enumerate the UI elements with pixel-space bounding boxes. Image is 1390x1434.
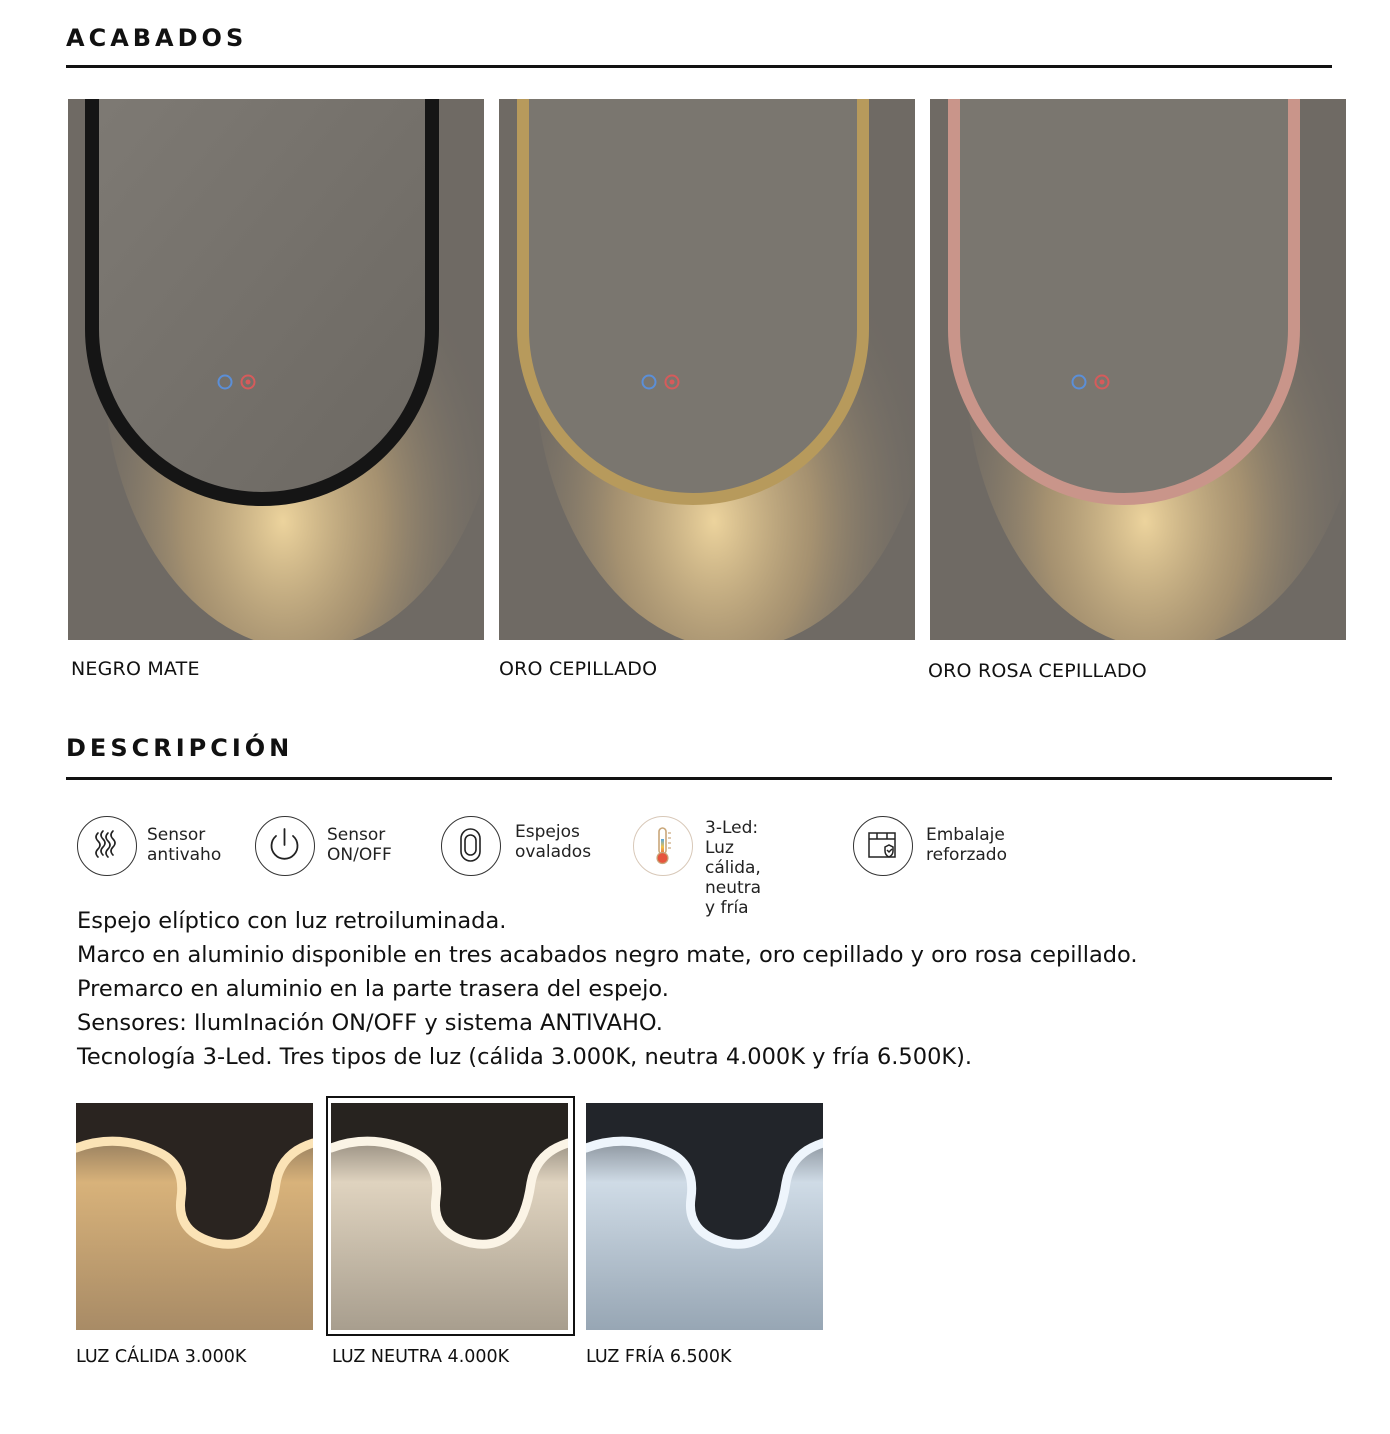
light-sample-selected-frame [326,1096,575,1336]
finish-label-gold: ORO CEPILLADO [499,658,658,680]
description-title: DESCRIPCIÓN [66,734,294,762]
finish-label-rose-gold: ORO ROSA CEPILLADO [928,660,1147,682]
description-line-1: Espejo elíptico con luz retroiluminada. [77,908,507,934]
description-line-2: Marco en aluminio disponible en tres acabados negro mate, oro cepillado y oro rosa cepillado. [77,942,1138,968]
light-label-neutral: LUZ NEUTRA 4.000K [332,1347,510,1367]
finish-label-black: NEGRO MATE [71,658,200,680]
thermometer-icon [633,816,693,876]
finishes-divider [66,65,1332,68]
steam-waves-icon [77,816,137,876]
description-divider [66,777,1332,780]
finish-image-black [68,99,484,640]
feature-antifog-text: Sensor antivaho [147,825,222,865]
light-sample-warm [76,1103,313,1330]
feature-oval-text: Espejos ovalados [515,822,592,862]
description-line-3: Premarco en aluminio en la parte trasera del espejo. [77,976,669,1002]
light-label-warm: LUZ CÁLIDA 3.000K [76,1347,247,1367]
light-label-cool: LUZ FRÍA 6.500K [586,1347,732,1367]
feature-3led-text: 3-Led: Luz cálida, neutra y fría [705,818,762,918]
description-line-5: Tecnología 3-Led. Tres tipos de luz (cálida 3.000K, neutra 4.000K y fría 6.500K). [77,1044,973,1070]
finish-image-gold [499,99,915,640]
finishes-title: ACABADOS [66,24,248,52]
light-sample-cool [586,1103,823,1330]
feature-packaging-text: Embalaje reforzado [926,825,1007,865]
oval-mirror-icon [441,816,501,876]
description-body [77,904,1337,1074]
power-icon [255,816,315,876]
description-line-4: Sensores: IlumInación ON/OFF y sistema ANTIVAHO. [77,1010,663,1036]
package-icon [853,816,913,876]
feature-on-off-text: Sensor ON/OFF [327,825,392,865]
finish-image-rose-gold [930,99,1346,640]
